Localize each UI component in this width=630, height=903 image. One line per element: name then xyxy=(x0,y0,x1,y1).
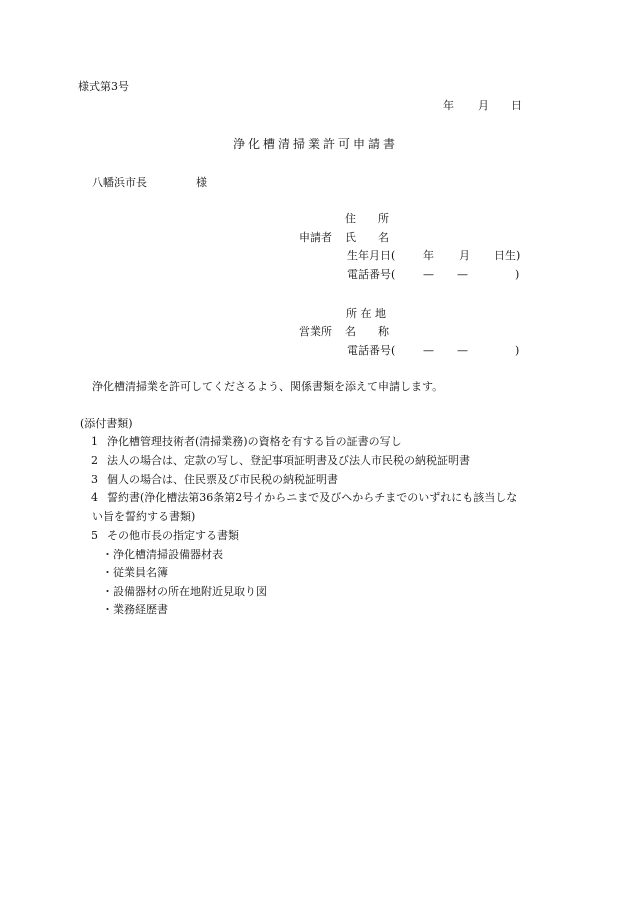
applicant-phone-close: ) xyxy=(515,268,520,281)
birth-year: 年 xyxy=(423,249,434,262)
addressee-honorific: 様 xyxy=(196,176,207,189)
office-phone-close: ) xyxy=(515,344,520,357)
birth-month: 月 xyxy=(459,249,470,262)
applicant-address-label: 住 所 xyxy=(345,212,389,225)
attachment-number: 5 xyxy=(91,529,98,542)
attachment-text: 個人の場合は、住民票及び市民税の納税証明書 xyxy=(107,473,338,486)
birth-day: 日生) xyxy=(494,249,521,262)
form-title: 浄化槽清掃業許可申請書 xyxy=(233,137,399,151)
applicant-heading: 申請者 xyxy=(299,231,332,244)
applicant-phone-label: 電話番号( xyxy=(347,268,396,281)
addressee-name: 八幡浜市長 xyxy=(92,176,147,189)
applicant-name-label: 氏 名 xyxy=(345,231,389,244)
attachment-text: 誓約書(浄化槽法第36条第2号イからニまで及びヘからチまでのいずれにも該当しな xyxy=(107,491,518,504)
form-number: 様式第3号 xyxy=(78,80,129,93)
attachment-text: 法人の場合は、定款の写し、登記事項証明書及び法人市民税の納税証明書 xyxy=(107,454,470,467)
date-day: 日 xyxy=(511,99,522,112)
application-statement: 浄化槽清掃業を許可してくださるよう、関係書類を添えて申請します。 xyxy=(92,380,444,393)
office-heading: 営業所 xyxy=(299,325,332,338)
sub-attachment-item: ・従業員名簿 xyxy=(102,566,168,579)
attachment-text: その他市長の指定する書類 xyxy=(107,529,239,542)
birth-label: 生年月日( xyxy=(347,249,396,262)
sub-attachment-item: ・設備器材の所在地附近見取り図 xyxy=(102,585,267,598)
attachment-text-continuation: い旨を誓約する書類) xyxy=(92,510,196,523)
date-year: 年 xyxy=(443,99,454,112)
attachment-number: 2 xyxy=(91,454,98,467)
attachment-number: 1 xyxy=(91,435,98,448)
office-name-label: 名 称 xyxy=(345,325,389,338)
office-phone-dash-2: — xyxy=(457,344,468,357)
sub-attachment-item: ・浄化槽清掃設備器材表 xyxy=(102,548,223,561)
attachment-text: 浄化槽管理技術者(清掃業務)の資格を有する旨の証書の写し xyxy=(107,435,402,448)
office-location-label: 所 在 地 xyxy=(346,307,386,320)
applicant-phone-dash-2: — xyxy=(457,268,468,281)
sub-attachment-item: ・業務経歴書 xyxy=(102,603,168,616)
office-phone-label: 電話番号( xyxy=(347,344,396,357)
applicant-phone-dash-1: — xyxy=(423,268,434,281)
attachment-number: 4 xyxy=(91,491,98,504)
attachment-number: 3 xyxy=(91,473,98,486)
attachments-heading: (添付書類) xyxy=(80,417,133,430)
office-phone-dash-1: — xyxy=(423,344,434,357)
date-month: 月 xyxy=(478,99,489,112)
